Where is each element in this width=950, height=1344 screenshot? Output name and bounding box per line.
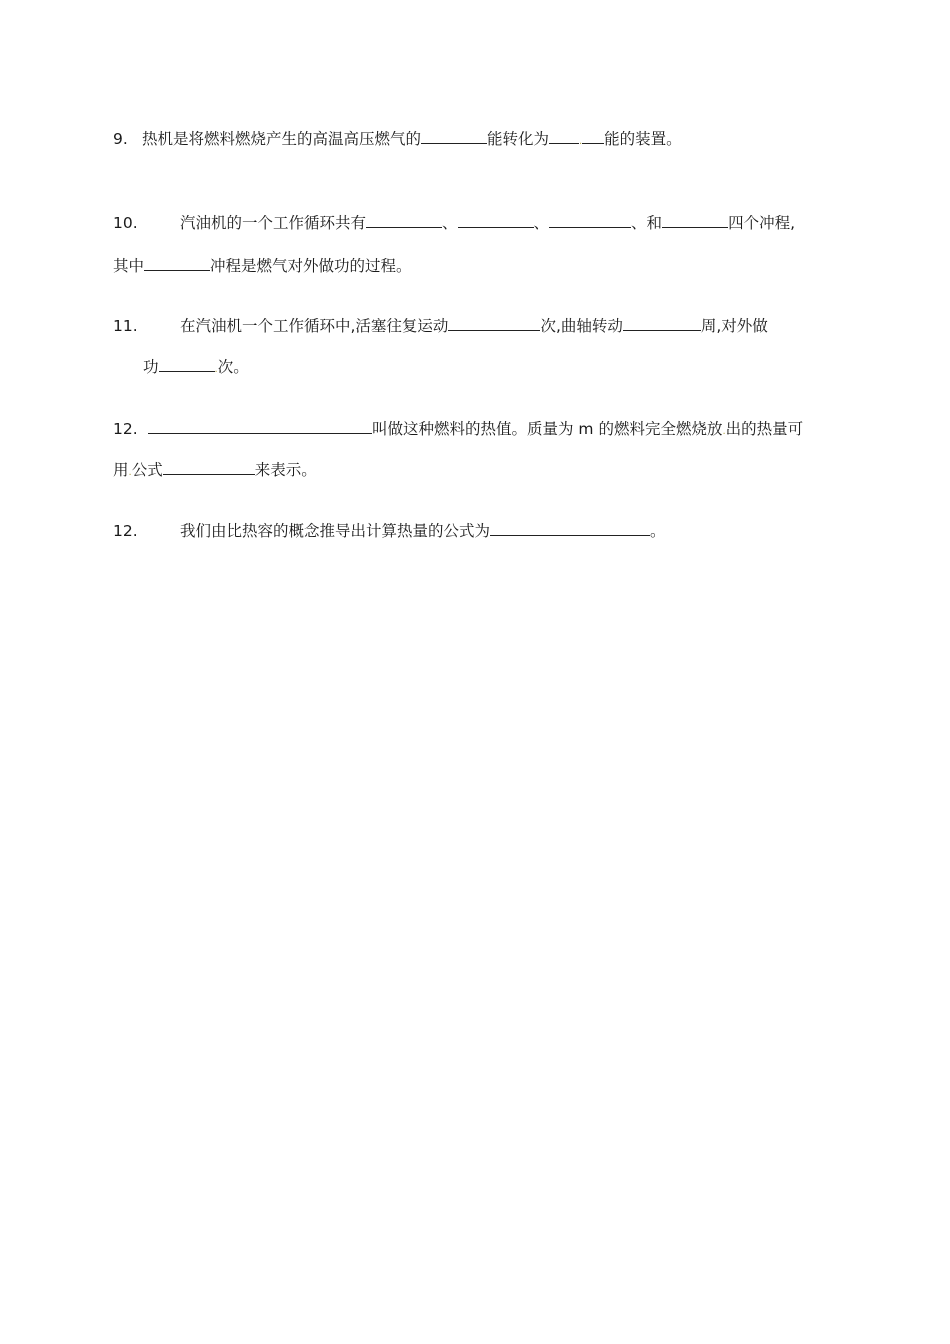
question-text: 来表示。 <box>254 461 317 479</box>
question-text: 次。 <box>217 358 249 376</box>
question-9 <box>113 128 682 152</box>
question-text: 周,对外做 <box>700 317 768 335</box>
question-number: 11. <box>113 317 138 335</box>
question-text: 能转化为 <box>486 130 549 148</box>
question-text: 功 <box>143 358 159 376</box>
answer-blank[interactable] <box>159 356 215 372</box>
question-number: 12. <box>113 420 138 438</box>
question-text: 用 <box>113 461 129 479</box>
answer-blank[interactable] <box>458 212 534 228</box>
question-text: 。 <box>650 522 666 540</box>
marker-dot: . <box>722 426 726 437</box>
question-number: 10. <box>113 214 138 232</box>
question-11 <box>113 315 768 336</box>
answer-blank[interactable] <box>549 128 579 144</box>
question-text: 四个冲程, <box>728 214 795 232</box>
answer-blank[interactable] <box>549 212 631 228</box>
question-text: 汽油机的一个工作循环共有 <box>180 214 367 232</box>
question-text: 热机是将燃料燃烧产生的高温高压燃气的 <box>141 130 421 148</box>
answer-blank[interactable] <box>144 255 210 271</box>
separator: 、 <box>533 214 550 232</box>
separator: 、和 <box>631 214 663 232</box>
question-text: 其中 <box>113 257 145 275</box>
question-text: 次,曲轴转动 <box>540 317 623 335</box>
question-12-heat-value <box>113 418 803 442</box>
separator: 、 <box>442 214 458 232</box>
question-number: 12. <box>113 522 138 540</box>
marker-dot: . <box>128 467 132 478</box>
question-text: 我们由比热容的概念推导出计算热量的公式为 <box>180 522 491 540</box>
question-12-specific-heat <box>113 520 666 541</box>
answer-blank[interactable] <box>421 128 487 144</box>
question-text: 冲程是燃气对外做功的过程。 <box>210 257 412 275</box>
question-10 <box>113 212 795 233</box>
answer-blank[interactable] <box>148 418 372 434</box>
answer-blank[interactable] <box>623 315 701 331</box>
question-text: 公式 <box>131 461 163 479</box>
answer-blank[interactable] <box>448 315 540 331</box>
question-number: 9. <box>113 130 128 148</box>
question-11-continued <box>143 356 249 380</box>
answer-blank[interactable] <box>582 128 604 144</box>
question-text: 能的装置。 <box>604 130 682 148</box>
question-text: 出的热量可 <box>725 420 804 438</box>
question-text: 在汽油机一个工作循环中,活塞往复运动 <box>180 317 449 335</box>
answer-blank[interactable] <box>662 212 728 228</box>
marker-dot: . <box>214 364 218 375</box>
answer-blank[interactable] <box>490 520 650 536</box>
question-10-continued <box>113 255 412 276</box>
marker-dot: . <box>578 136 583 147</box>
answer-blank[interactable] <box>366 212 442 228</box>
question-12-heat-value-continued <box>113 459 317 483</box>
question-text: 叫做这种燃料的热值。质量为 m 的燃料完全燃烧放 <box>372 420 723 438</box>
answer-blank[interactable] <box>163 459 255 475</box>
